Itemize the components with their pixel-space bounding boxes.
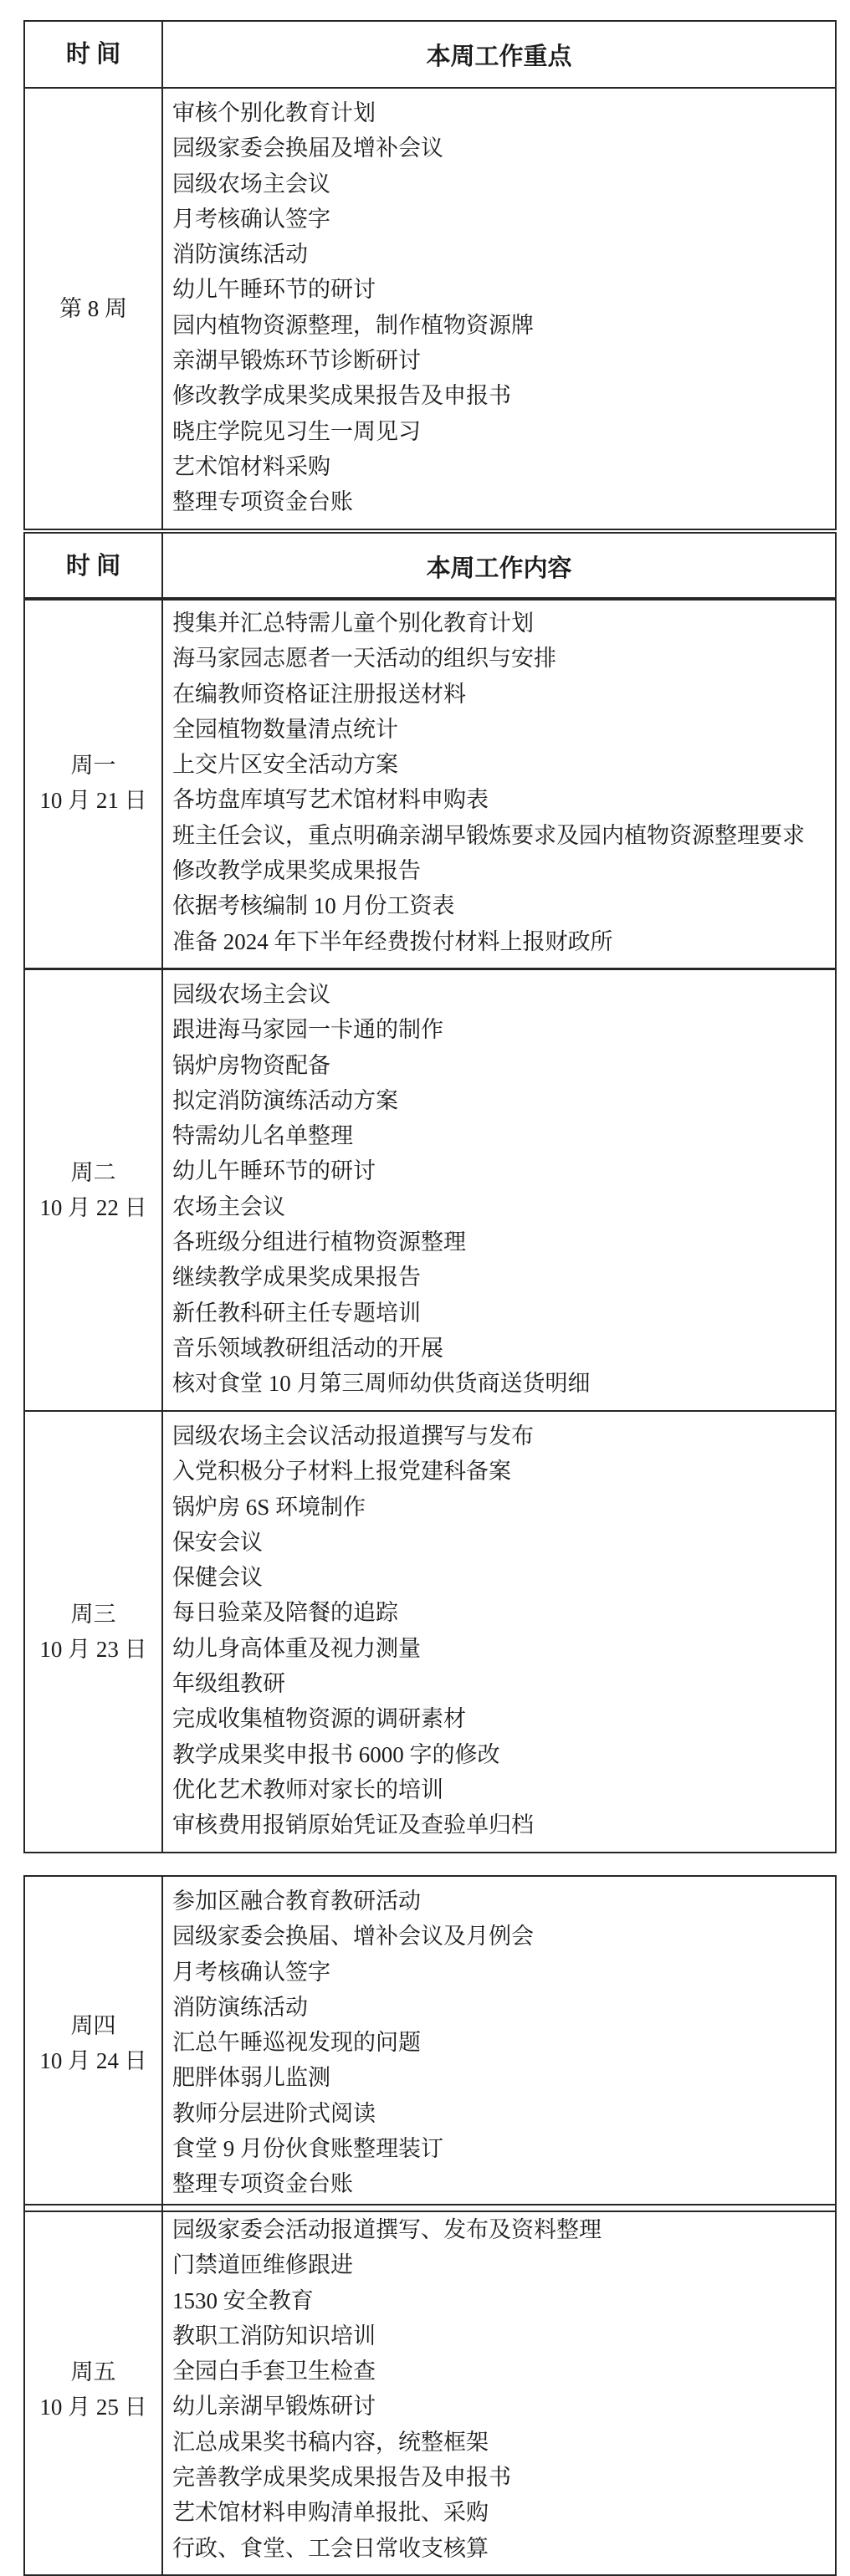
list-item: 锅炉房 6S 环境制作	[172, 1494, 366, 1520]
list-item: 全园白手套卫生检查	[172, 2359, 376, 2384]
list-item: 拟定消防演练活动方案	[172, 1087, 398, 1113]
list-item: 各班级分组进行植物资源整理	[172, 1229, 466, 1255]
list-item: 修改教学成果奖成果报告及申报书	[172, 383, 511, 409]
list-item: 幼儿午睡环节的研讨	[172, 1158, 376, 1184]
day-items	[162, 2205, 836, 2575]
day-row	[24, 1876, 836, 2211]
list-item: 参加区融合教育教研活动	[172, 1889, 421, 1914]
list-item: 教职工消防知识培训	[172, 2323, 376, 2349]
day-items	[162, 1411, 836, 1853]
list-item: 保健会议	[172, 1565, 263, 1591]
list-item: 每日验菜及陪餐的追踪	[172, 1600, 398, 1626]
list-item: 完成收集植物资源的调研素材	[172, 1706, 466, 1732]
list-item: 月考核确认签字	[172, 1959, 330, 1985]
list-item: 搜集并汇总特需儿童个别化教育计划	[172, 611, 534, 636]
day-date: 10 月 24 日	[39, 2048, 147, 2074]
list-item: 入党积极分子材料上报党建科备案	[172, 1459, 511, 1485]
day-cell	[24, 1876, 162, 2211]
day-row	[24, 598, 836, 969]
list-item: 消防演练活动	[172, 1994, 308, 2020]
week-focus-table	[23, 20, 837, 530]
header-time: 时 间	[24, 533, 162, 600]
list-item: 园级农场主会议活动报道撰写与发布	[172, 1423, 534, 1449]
daily-header-table	[23, 532, 837, 601]
day-row	[24, 1411, 836, 1853]
day-name: 周三	[70, 1601, 116, 1627]
table-header-row	[24, 533, 836, 600]
day-table-thu	[23, 1875, 837, 2212]
day-table-fri	[23, 2204, 837, 2576]
day-items	[162, 1876, 836, 2211]
list-item: 整理专项资金台账	[172, 2171, 353, 2197]
list-item: 全园植物数量清点统计	[172, 716, 398, 742]
list-item: 继续教学成果奖成果报告	[172, 1265, 421, 1291]
list-item: 教师分层进阶式阅读	[172, 2100, 376, 2126]
day-date: 10 月 21 日	[39, 788, 147, 814]
list-item: 新任教科研主任专题培训	[172, 1300, 421, 1326]
list-item: 在编教师资格证注册报送材料	[172, 681, 466, 707]
list-item: 园级家委会活动报道撰写、发布及资料整理	[172, 2217, 602, 2242]
list-item: 园级家委会换届及增补会议	[172, 135, 443, 161]
list-item: 食堂 9 月份伙食账整理装订	[172, 2136, 443, 2162]
list-item: 跟进海马家园一卡通的制作	[172, 1017, 443, 1043]
list-item: 教学成果奖申报书 6000 字的修改	[172, 1741, 500, 1767]
day-date: 10 月 25 日	[39, 2395, 147, 2420]
table-header-row	[24, 21, 836, 88]
list-item: 园级家委会换届、增补会议及月例会	[172, 1924, 534, 1950]
list-item: 完善教学成果奖成果报告及申报书	[172, 2465, 511, 2491]
list-item: 亲湖早锻炼环节诊断研讨	[172, 348, 421, 374]
week-items	[162, 88, 836, 529]
list-item: 保安会议	[172, 1529, 263, 1555]
list-item: 汇总午睡巡视发现的问题	[172, 2030, 421, 2056]
day-name: 周五	[70, 2359, 116, 2385]
header-time: 时 间	[24, 21, 162, 88]
day-row	[24, 969, 836, 1411]
day-items	[162, 969, 836, 1411]
header-focus: 本周工作重点	[162, 21, 836, 88]
list-item: 审核费用报销原始凭证及查验单归档	[172, 1812, 534, 1838]
list-item: 行政、食堂、工会日常收支核算	[172, 2535, 489, 2561]
list-item: 肥胖体弱儿监测	[172, 2065, 330, 2091]
day-cell	[24, 1411, 162, 1853]
list-item: 准备 2024 年下半年经费拨付材料上报财政所	[172, 928, 613, 954]
list-item: 审核个别化教育计划	[172, 100, 376, 125]
day-name: 周一	[70, 753, 116, 779]
list-item: 特需幼儿名单整理	[172, 1123, 353, 1149]
list-item: 园级农场主会议	[172, 982, 330, 1007]
day-cell	[24, 598, 162, 969]
list-item: 汇总成果奖书稿内容，统整框架	[172, 2429, 489, 2455]
list-item: 幼儿身高体重及视力测量	[172, 1635, 421, 1661]
list-item: 门禁道匝维修跟进	[172, 2252, 353, 2278]
day-date: 10 月 23 日	[39, 1636, 147, 1662]
list-item: 海马家园志愿者一天活动的组织与安排	[172, 646, 556, 672]
day-table-tue	[23, 969, 837, 1412]
list-item: 农场主会议	[172, 1193, 285, 1219]
week-label: 第 8 周	[24, 88, 162, 529]
day-name: 周四	[70, 2013, 116, 2039]
list-item: 消防演练活动	[172, 242, 308, 268]
list-item: 幼儿午睡环节的研讨	[172, 277, 376, 303]
list-item: 艺术馆材料申购清单报批、采购	[172, 2500, 489, 2526]
list-item: 1530 安全教育	[172, 2287, 314, 2313]
list-item: 依据考核编制 10 月份工资表	[172, 893, 455, 919]
day-row	[24, 2205, 836, 2575]
list-item: 音乐领域教研组活动的开展	[172, 1335, 443, 1361]
list-item: 班主任会议，重点明确亲湖早锻炼要求及园内植物资源整理要求	[172, 822, 805, 848]
week-row	[24, 88, 836, 529]
day-items	[162, 598, 836, 969]
list-item: 园级农场主会议	[172, 171, 330, 197]
header-content: 本周工作内容	[162, 533, 836, 600]
list-item: 整理专项资金台账	[172, 489, 353, 515]
list-item: 优化艺术教师对家长的培训	[172, 1776, 443, 1802]
list-item: 月考核确认签字	[172, 206, 330, 232]
day-cell	[24, 2205, 162, 2575]
list-item: 园内植物资源整理，制作植物资源牌	[172, 312, 534, 338]
day-cell	[24, 969, 162, 1411]
day-name: 周二	[70, 1159, 116, 1185]
list-item: 锅炉房物资配备	[172, 1052, 330, 1078]
list-item: 各坊盘库填写艺术馆材料申购表	[172, 787, 489, 813]
day-table-wed	[23, 1410, 837, 1853]
list-item: 修改教学成果奖成果报告	[172, 858, 421, 884]
list-item: 晓庄学院见习生一周见习	[172, 418, 421, 444]
list-item: 上交片区安全活动方案	[172, 752, 398, 778]
list-item: 年级组教研	[172, 1671, 285, 1697]
day-date: 10 月 22 日	[39, 1194, 147, 1220]
day-table-mon	[23, 597, 837, 969]
list-item: 艺术馆材料采购	[172, 453, 330, 479]
list-item: 核对食堂 10 月第三周师幼供货商送货明细	[172, 1371, 591, 1397]
list-item: 幼儿亲湖早锻炼研讨	[172, 2394, 376, 2420]
